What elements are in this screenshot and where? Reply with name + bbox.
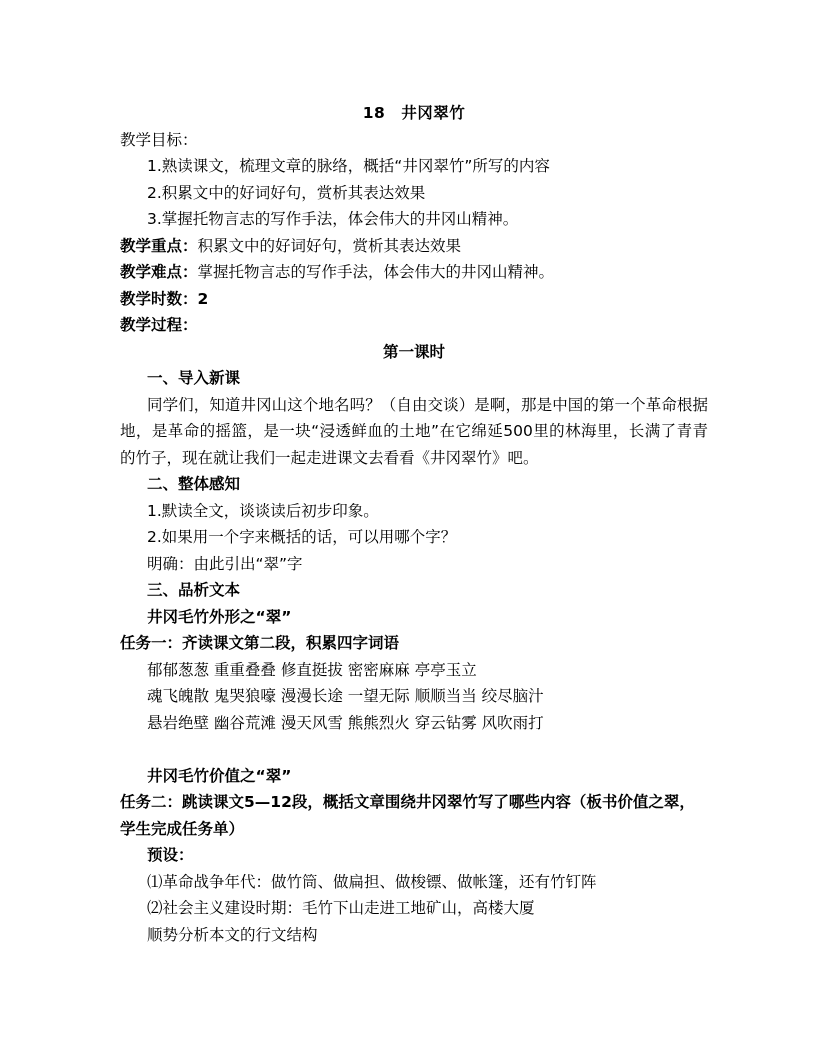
preset-item: ⑴革命战争年代：做竹筒、做扁担、做梭镖、做帐篷，还有竹钉阵 [147, 872, 597, 891]
preset-label: 预设： [147, 846, 194, 864]
task-one: 任务一：齐读课文第二段，积累四字词语 [120, 634, 400, 652]
teaching-hours-value: 2 [197, 289, 209, 308]
difficulty-text: 掌握托物言志的写作手法，体会伟大的井冈山精神。 [197, 263, 555, 281]
overview-item: 明确：由此引出“翠”字 [147, 554, 303, 573]
teaching-hours-label: 教学时数： [120, 289, 198, 308]
objectives-label: 教学目标： [120, 130, 198, 149]
preset-item: ⑵社会主义建设时期：毛竹下山走进工地矿山，高楼大厦 [147, 899, 535, 917]
objective-item: 3.掌握托物言志的写作手法，体会伟大的井冈山精神。 [147, 210, 519, 228]
key-points-label: 教学重点： [120, 236, 198, 255]
word-list-row: 魂飞魄散 鬼哭狼嚎 漫漫长途 一望无际 顺顺当当 绞尽脑汁 [147, 687, 544, 705]
task-two: 任务二：跳读课文5—12段，概括文章围绕井冈翠竹写了哪些内容（板书价值之翠，学生完成任务单） [120, 793, 695, 838]
difficulty-points [120, 259, 708, 286]
section-heading-analysis: 三、品析文本 [147, 581, 241, 599]
overview-item: 2.如果用一个字来概括的话，可以用哪个字？ [147, 528, 457, 546]
key-points-text: 积累文中的好词好句，赏析其表达效果 [197, 236, 462, 255]
intro-paragraph: 同学们，知道井冈山这个地名吗？（自由交谈）是啊，那是中国的第一个革命根据地，是革命的摇篮，是一块“浸透鲜血的土地”在它绵延500里的林海里，长满了青青的竹子，现在就让我们一起走进课文去看看《井冈翠竹》吧。 [120, 395, 708, 467]
preset-item: 顺势分析本文的行文结构 [147, 925, 318, 944]
difficulty-label: 教学难点： [120, 263, 198, 281]
lesson-title: 第一课时 [382, 342, 445, 361]
subheading-value: 井冈毛竹价值之“翠” [147, 766, 292, 785]
document-title: 18 井冈翠竹 [362, 104, 466, 122]
process-label: 教学过程： [120, 316, 198, 334]
objective-item: 1.熟读课文，梳理文章的脉络，概括“井冈翠竹”所写的内容 [147, 157, 550, 175]
section-heading-overview: 二、整体感知 [147, 475, 241, 493]
word-list-row: 悬岩绝壁 幽谷荒滩 漫天风雪 熊熊烈火 穿云钻雾 风吹雨打 [147, 713, 544, 732]
document-body [120, 100, 708, 948]
objective-item: 2.积累文中的好词好句，赏析其表达效果 [147, 183, 426, 202]
section-heading-intro: 一、导入新课 [147, 369, 241, 387]
key-points [120, 233, 708, 260]
teaching-hours [120, 286, 708, 313]
word-list-row: 郁郁葱葱 重重叠叠 修直挺拔 密密麻麻 亭亭玉立 [147, 660, 477, 679]
subheading-shape: 井冈毛竹外形之“翠” [147, 607, 292, 626]
blank-line [120, 736, 708, 763]
overview-item: 1.默读全文，谈谈读后初步印象。 [147, 501, 379, 520]
